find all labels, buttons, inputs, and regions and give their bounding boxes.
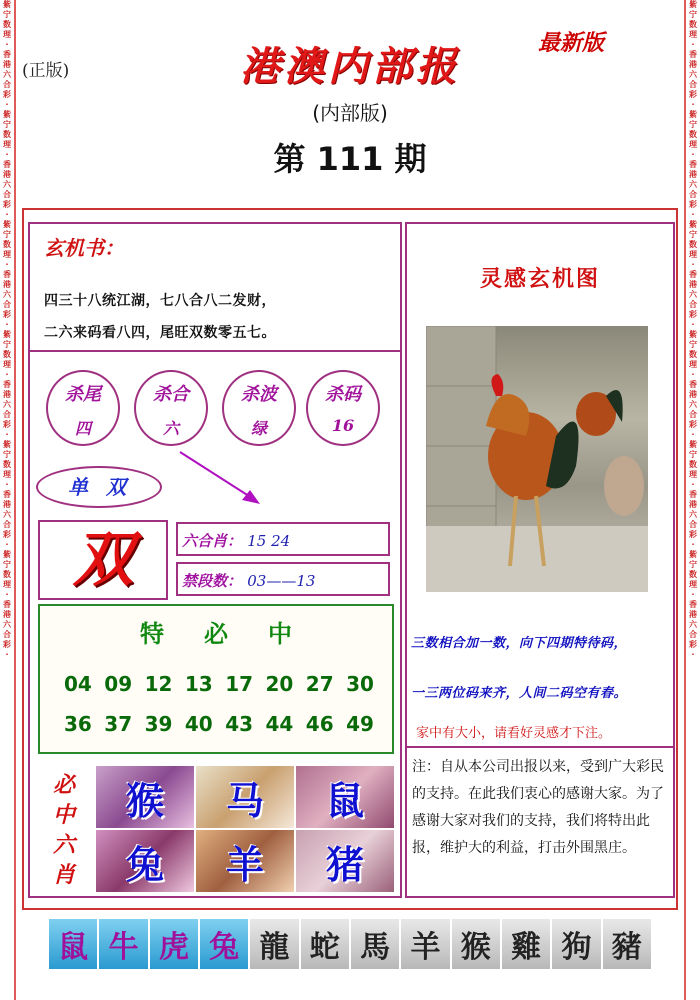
oval-key: 杀尾 xyxy=(65,384,101,405)
zodiac-cell: 猴 xyxy=(96,766,194,828)
zodiac-cell: 猪 xyxy=(296,830,394,892)
zodiac-bar-cell: 兔 xyxy=(199,918,249,970)
oval-key: 杀码 xyxy=(325,384,361,405)
zodiac-bar-cell: 猴 xyxy=(451,918,501,970)
rooster-icon xyxy=(426,326,648,592)
number: 40 xyxy=(184,712,213,736)
jinduan-value: 03——13 xyxy=(247,572,316,590)
number-row-1 xyxy=(64,672,374,696)
number: 27 xyxy=(305,672,334,696)
number: 12 xyxy=(144,672,173,696)
zodiac-bar-cell: 牛 xyxy=(98,918,148,970)
zodiac-bar-cell: 羊 xyxy=(400,918,450,970)
zodiac-cell: 鼠 xyxy=(296,766,394,828)
liuhe-row xyxy=(182,530,290,551)
number: 13 xyxy=(184,672,213,696)
zodiac-bar-cell: 狗 xyxy=(551,918,601,970)
number: 30 xyxy=(346,672,374,696)
zodiac-bar-cell: 虎 xyxy=(149,918,199,970)
lingan-clue-2: 一三两位码来齐，人间二码空有春。 xyxy=(411,686,628,701)
zodiac-bar-cell: 鼠 xyxy=(48,918,98,970)
edition-label: (正版) xyxy=(22,61,70,81)
issue-number: 第 111 期 xyxy=(273,140,427,178)
oval-sha-ma xyxy=(306,370,380,446)
liuhe-label: 六合肖： xyxy=(182,532,243,550)
side-text-left: 紫宁数理·香港六合彩·紫宁数理·香港六合彩·紫宁数理·香港六合彩·紫宁数理·香港六合彩·紫宁数理·香港六合彩·紫宁数理·香港六合彩· xyxy=(3,0,11,659)
oval-sha-wei xyxy=(46,370,120,446)
shuang-text: 双 xyxy=(73,525,133,595)
number: 39 xyxy=(144,712,173,736)
page-subtitle: (内部版) xyxy=(312,101,388,125)
number: 17 xyxy=(225,672,254,696)
bizhong-label: 必中六肖 xyxy=(52,772,75,888)
number: 46 xyxy=(305,712,334,736)
danshuang-oval: 单双 xyxy=(36,466,162,508)
zodiac-grid xyxy=(96,766,394,892)
zodiac-cell: 兔 xyxy=(96,830,194,892)
number: 20 xyxy=(265,672,294,696)
number: 04 xyxy=(64,672,92,696)
zodiac-bar xyxy=(48,918,652,970)
latest-edition-label: 最新版 xyxy=(538,30,605,56)
oval-key: 杀合 xyxy=(153,384,189,405)
number-row-2 xyxy=(64,712,374,736)
xuanjishu-title: 玄机书： xyxy=(44,236,124,260)
lingan-clue-1: 三数相合加一数，向下四期特待码， xyxy=(411,636,628,651)
number: 49 xyxy=(346,712,374,736)
divider xyxy=(407,746,673,748)
xuanjishu-line-2: 二六来码看八四，尾旺双数零五七。 xyxy=(44,325,276,341)
divider xyxy=(30,350,400,352)
oval-value: 16 xyxy=(331,416,355,435)
page-title: 港澳内部报 xyxy=(240,43,460,90)
jinduan-label: 禁段数： xyxy=(182,572,243,590)
zodiac-bar-cell: 蛇 xyxy=(300,918,350,970)
zodiac-bar-cell: 雞 xyxy=(501,918,551,970)
jinduan-row xyxy=(182,570,315,591)
oval-value: 绿 xyxy=(250,419,267,438)
number: 43 xyxy=(225,712,254,736)
number: 44 xyxy=(265,712,294,736)
lingan-title: 灵感玄机图 xyxy=(479,266,600,292)
arrow-icon xyxy=(176,448,266,508)
zodiac-bar-cell: 馬 xyxy=(350,918,400,970)
lingan-note: 家中有大小，请看好灵感才下注。 xyxy=(416,726,612,741)
number: 37 xyxy=(104,712,133,736)
zodiac-cell: 羊 xyxy=(196,830,294,892)
oval-value: 四 xyxy=(74,419,91,438)
tebizhong-title: 特必中 xyxy=(140,619,332,648)
zodiac-bar-cell: 豬 xyxy=(602,918,652,970)
oval-sha-he xyxy=(134,370,208,446)
xuanjishu-line-1: 四三十八统江湖，七八合八二发财， xyxy=(44,293,276,309)
number: 09 xyxy=(104,672,133,696)
oval-key: 杀波 xyxy=(241,384,277,405)
liuhe-value: 15 24 xyxy=(247,532,291,550)
zodiac-bar-cell: 龍 xyxy=(249,918,299,970)
oval-sha-bo xyxy=(222,370,296,446)
number: 36 xyxy=(64,712,92,736)
statement-text: 注：自从本公司出报以来，受到广大彩民的支持。在此我们衷心的感谢大家。为了感谢大家对我们的支持，我们将特出此报，维护大的利益，打击外围黑庄。 xyxy=(412,759,664,856)
zodiac-cell: 马 xyxy=(196,766,294,828)
oval-value: 六 xyxy=(162,419,179,438)
rooster-photo xyxy=(426,326,648,592)
side-text-right: 紫宁数理·香港六合彩·紫宁数理·香港六合彩·紫宁数理·香港六合彩·紫宁数理·香港六合彩·紫宁数理·香港六合彩·紫宁数理·香港六合彩· xyxy=(689,0,697,659)
